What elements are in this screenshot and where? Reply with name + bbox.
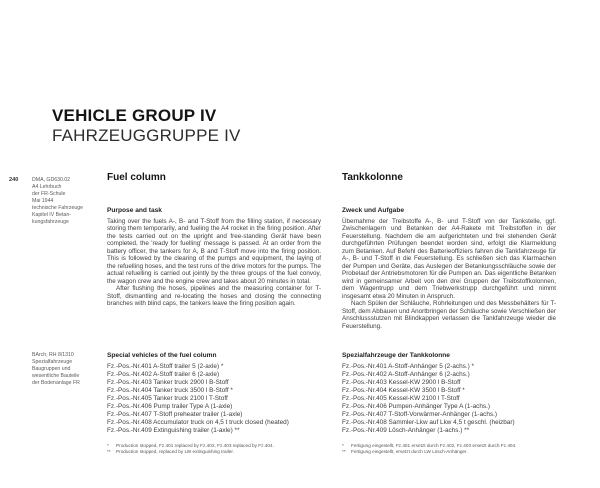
german-vehicle-list-section [342, 352, 556, 435]
list-item: Fz.-Pos.-Nr.403 Tanker truck 2900 l B-Stoff [107, 379, 229, 386]
english-intro-section [107, 172, 321, 308]
english-paragraph-1-text: have been completed, the 'ready for fuelling' message is passed. At an order from the battery officer, the tankers for A, B and T-Stoff move into the firing position. This is followed by the clearing of the pumps and equipment, the laying of the refuelling hoses, and the test runs of the drive motors for the pumps. The actual refuelling is carried out jointly by the three groups of the fuel convoy, the wagon crew and the engine crew and takes about 20 minutes in total. [107, 232, 321, 285]
margin-note-line: Mai 1944 [32, 198, 54, 204]
english-footnotes [107, 443, 321, 454]
english-paragraph-1 [107, 218, 321, 286]
footnote-marker: ** [342, 448, 346, 454]
margin-note-line: A4 Lehrbuch [32, 184, 62, 190]
list-item: Fz.-Pos.-Nr.408 Accumulator truck on 4,5 t truck closed (heated) [107, 419, 289, 426]
german-list-heading: Spezialfahrzeuge der Tankkolonne [342, 352, 450, 359]
list-item: Fz.-Pos.-Nr.408 Sammler-Lkw auf Lkw 4,5 t geschl. (heizbar) [342, 419, 515, 426]
margin-note-line: der Bodenanlage FR [32, 380, 80, 386]
page-number: 240 [9, 177, 19, 183]
margin-note-line: Kapitel IV Betan- [32, 212, 71, 218]
list-item: Fz.-Pos.-Nr.402 A-Stoff trailer 6 (2-axle) [107, 371, 220, 378]
list-item: Fz.-Pos.-Nr.404 Tanker truck 3500 l B-Stoff * [107, 387, 233, 394]
column-english [107, 172, 321, 472]
german-vehicle-list [342, 363, 556, 435]
german-section-heading: Tankkolonne [342, 172, 403, 183]
list-item: Fz.-Pos.-Nr.405 Kessel-KW 2100 l T-Stoff [342, 395, 460, 402]
footnote [342, 449, 556, 455]
list-item: Fz.-Pos.-Nr.409 Extinguishing trailer (1-axle) ** [107, 427, 240, 434]
margin-note-line: der FR-Schule [32, 191, 66, 197]
footnote-marker: ** [107, 448, 111, 454]
german-paragraph-2: Nach Spülen der Schläuche, Rohrleitungen und des Messbehälters für T-Stoff, dem Abbauen und Anortbringen der Schläuche sowie Verschließen der Anschlussstutzen mit Blindkappen verlassen die Tankfahrzeuge wieder die Feuerstellung. [342, 300, 556, 330]
list-item: Fz.-Pos.-Nr.406 Pump trailer Type A (1-axle) [107, 403, 233, 410]
english-vehicle-list [107, 363, 321, 435]
list-item: Fz.-Pos.-Nr.401 A-Stoff trailer 5 (2-axle) * [107, 363, 224, 370]
german-footnotes [342, 443, 556, 454]
footnote-text: Production stopped, replaced by LW extinguishing trailer. [116, 448, 234, 454]
chapter-title-german: FAHRZEUGGRUPPE IV [52, 126, 241, 145]
german-paragraph-1-text: durchgeführten Prüfungen beendet worden sind, erfolgt die Klarmeldung zum Betanken. Auf Befehl des Batterieoffiziers fahren die Tankfahrzeuge für A-, B- und T-Stoff in die Feuerstellung. Es schließen sich das Klarmachen der Pumpen und Geräte, das Auslegen der Betankungsschläuche sowie der Probelauf der Antriebsmotoren für die Pumpen an. Das eigentliche Betanken wird in gemeinsamer Arbeit von den drei Gruppen der Treibstoffkolonnen, dem Wagentrupp und dem Triebwerkstrupp durchgeführt und nimmt insgesamt etwa 20 Minuten in Anspruch. [342, 240, 556, 300]
german-paragraph-1 [342, 218, 556, 301]
margin-note-line: DMA, GD630.02 [32, 177, 71, 183]
margin-note-line: Spezialfahrzeuge [32, 359, 73, 365]
list-item: Fz.-Pos.-Nr.404 Kessel-KW 3500 l B-Stoff * [342, 387, 465, 394]
english-paragraph-1-text: Taking over the fuels A-, B- and T-Stoff from the filling station, if necessary storing them temporarily, and fueling the A4 rocket in the firing position. After the tests carried out on the upright and free-standing [107, 217, 321, 240]
list-item: Fz.-Pos.-Nr.406 Pumpen-Anhänger Type A (1-achs.) [342, 403, 491, 410]
margin-note-line: wesentliche Bauteile [32, 373, 80, 379]
english-paragraph-1-italic-term: Gerät [270, 232, 287, 240]
german-subheading: Zweck und Aufgabe [342, 207, 405, 214]
english-vehicle-list-section [107, 352, 321, 435]
english-list-heading: Special vehicles of the fuel column [107, 352, 217, 359]
list-item: Fz.-Pos.-Nr.407 T-Stoff-Vorwärmer-Anhänger (1-achs.) [342, 411, 497, 418]
margin-note-line: BArch, RH 8/1310 [32, 352, 74, 358]
footnote-text: Fertigung eingestellt, Fz.401 ersetzt durch Fz.402, Fz.403 ersetzt durch Fz.404. [351, 443, 517, 448]
english-subheading: Purpose and task [107, 207, 162, 214]
footnote [107, 449, 321, 455]
footnote-marker: * [342, 443, 344, 448]
margin-note-line: kungsfahrzeuge [32, 219, 69, 225]
margin-note-line: technische Fahrzeuge [32, 205, 84, 211]
list-item: Fz.-Pos.-Nr.409 Lösch-Anhänger (1-achs.) ** [342, 427, 470, 434]
footnote-marker: * [107, 443, 109, 448]
footnote-text: Production stopped, Fz.401 replaced by Fz.402, Fz.403 replaced by Fz.404. [116, 443, 274, 448]
german-paragraph-1-italic-term: Gerät [540, 232, 556, 240]
chapter-title-english: VEHICLE GROUP IV [52, 106, 217, 125]
german-paragraph-1-text: Übernahme der Treibstoffe A-, B- und T-Stoff von der Tankstelle, ggf. Zwischenlagern und Betanken der A4-Rakete mit Treibstoffen in der Feuerstellung. Nachdem die am aufgerichteten und frei stehenden [342, 217, 556, 240]
list-item: Fz.-Pos.-Nr.401 A-Stoff-Anhänger 5 (2-achs.) * [342, 363, 475, 370]
german-intro-section [342, 172, 556, 330]
list-item: Fz.-Pos.-Nr.405 Tanker truck 2100 l T-Stoff [107, 395, 228, 402]
chapter-header [52, 106, 241, 146]
column-german [342, 172, 556, 472]
list-item: Fz.-Pos.-Nr.403 Kessel-KW 2900 l B-Stoff [342, 379, 461, 386]
list-item: Fz.-Pos.-Nr.402 A-Stoff-Anhänger 6 (2-achs.) [342, 371, 470, 378]
english-section-heading: Fuel column [107, 172, 166, 183]
margin-note-line: Baugruppen und [32, 366, 71, 372]
footnote-text: Fertigung eingestellt, ersetzt durch LW Lösch-Anhänger. [351, 448, 468, 454]
margin-note-source-bottom [32, 352, 102, 387]
margin-note-source-top [32, 177, 102, 226]
english-paragraph-2: After flushing the hoses, pipelines and the measuring container for T-Stoff, dismantling and re-locating the hoses and closing the connecting branches with blind caps, the tankers leave the firing position again. [107, 285, 321, 307]
list-item: Fz.-Pos.-Nr.407 T-Stoff preheater trailer (1-axle) [107, 411, 243, 418]
